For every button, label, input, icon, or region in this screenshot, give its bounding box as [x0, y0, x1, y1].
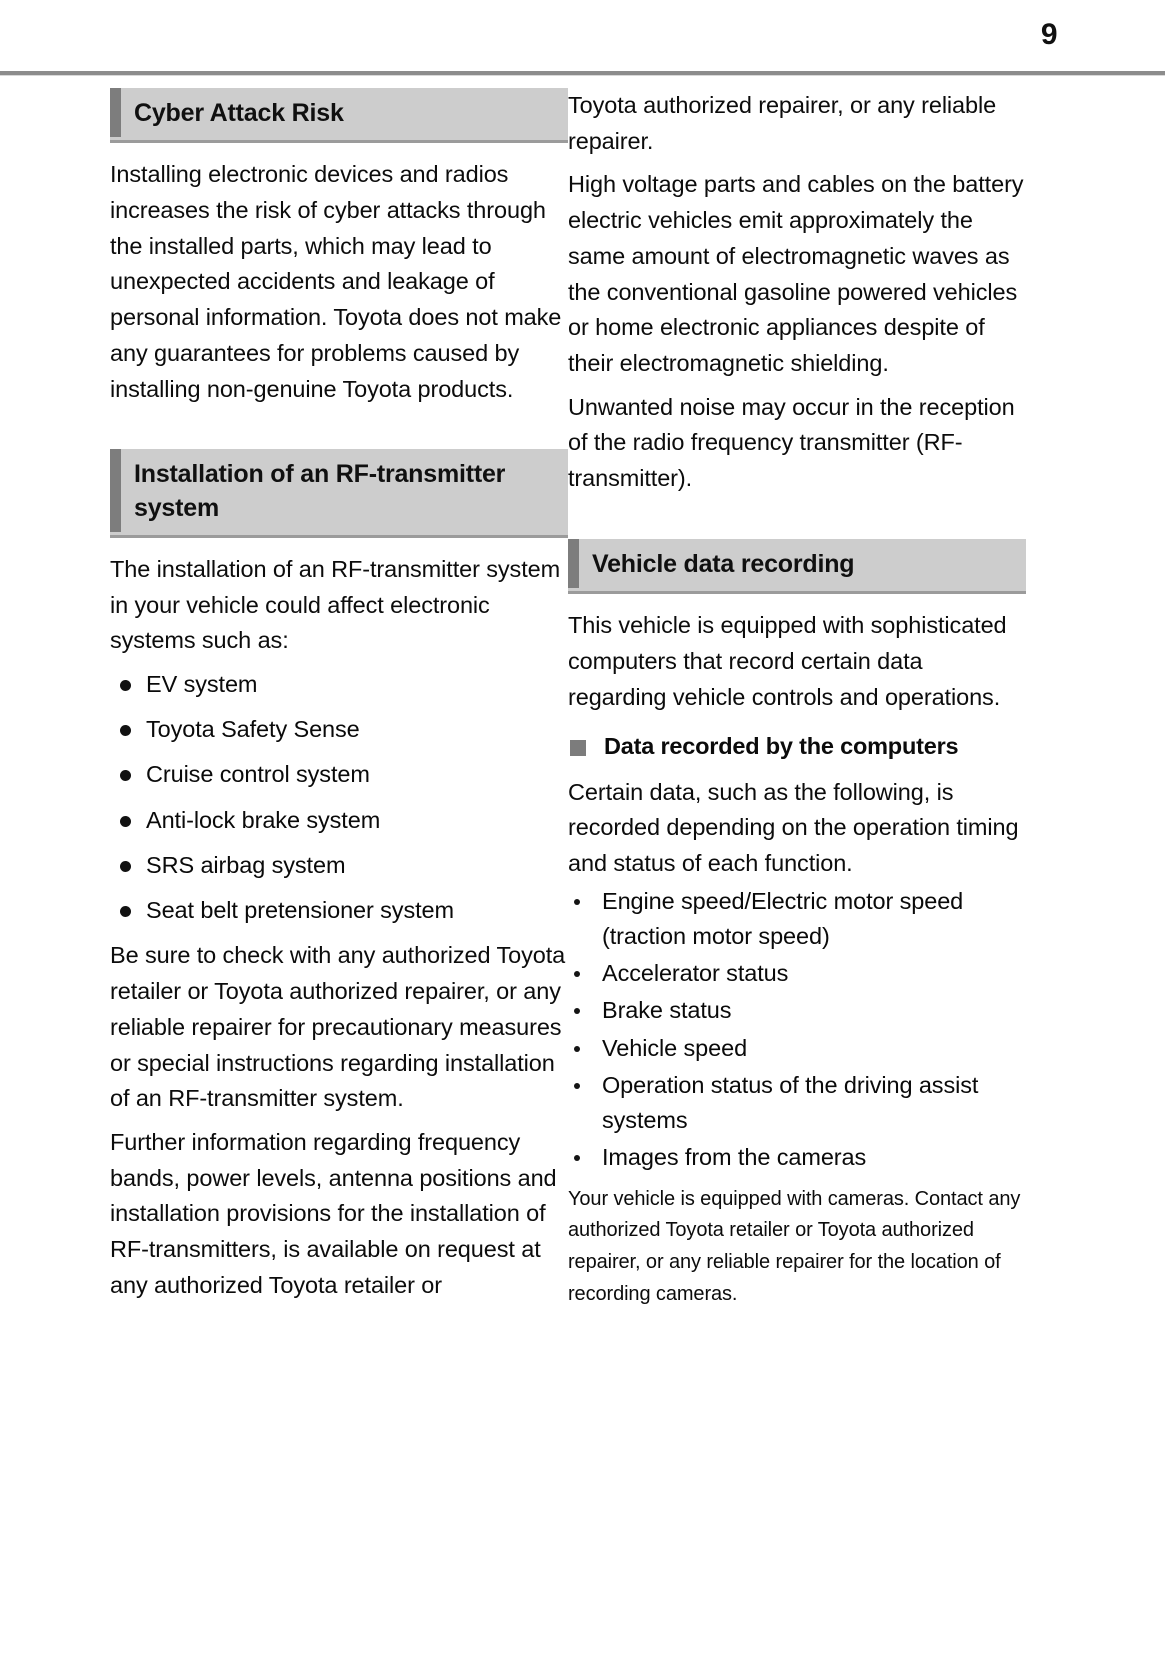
bullet-dot-icon — [120, 906, 131, 917]
list-item-label: Cruise control system — [146, 761, 370, 788]
list-item-label: Images from the cameras — [602, 1144, 867, 1171]
paragraph-recorded-data-intro: Certain data, such as the following, is recorded depending on the operation timing and status of each function. — [568, 778, 1019, 876]
bullet-dot-icon — [120, 816, 131, 827]
list-item-label: Toyota Safety Sense — [146, 716, 360, 743]
list-item — [110, 848, 568, 883]
bullet-dot-icon — [120, 680, 131, 691]
list-item — [110, 893, 568, 928]
list-item — [568, 956, 1026, 991]
subsection-heading-label: Data recorded by the computers — [604, 733, 959, 760]
bullet-dot-icon — [574, 1155, 580, 1161]
list-item-label: Anti-lock brake system — [146, 806, 381, 833]
paragraph-rf-further-info: Further information regarding frequency bands, power levels, antenna positions and installation provisions for the installation of RF-transmitters, is available on request at any authorized Toyota retailer or — [110, 1129, 557, 1298]
list-item — [568, 1140, 1026, 1175]
list-item — [110, 667, 568, 702]
bullet-dot-icon — [120, 861, 131, 872]
paragraph-cyber-attack-risk: Installing electronic devices and radios increases the risk of cyber attacks through the installed parts, which may lead to unexpected accidents and leakage of personal information. Toyota does not make any guarantees for problems caused by installing non-genuine Toyota products. — [110, 161, 562, 402]
paragraph-vehicle-data-intro: This vehicle is equipped with sophisticated computers that record certain data regarding vehicle controls and operations. — [568, 612, 1007, 710]
section-heading-label: Installation of an RF-transmitter system — [134, 460, 506, 522]
bullet-dot-icon — [574, 971, 580, 977]
affected-systems-list — [110, 667, 568, 929]
subsection-heading-data-recorded — [568, 729, 1026, 764]
list-item — [568, 993, 1026, 1028]
section-heading-rf-transmitter-installation — [110, 449, 568, 538]
page-header — [0, 0, 1165, 74]
square-bullet-icon — [570, 740, 586, 756]
list-item-label: Vehicle speed — [602, 1034, 748, 1061]
paragraph-rf-intro: The installation of an RF-transmitter system in your vehicle could affect electronic systems such as: — [110, 555, 561, 654]
list-item — [110, 757, 568, 792]
list-item-label: Accelerator status — [602, 960, 789, 987]
header-divider — [0, 71, 1165, 76]
section-heading-label: Vehicle data recording — [592, 549, 855, 578]
recorded-data-list — [568, 884, 1026, 1176]
page-number: 9 — [1040, 18, 1057, 51]
section-heading-vehicle-data-recording — [568, 539, 1026, 594]
list-item-label: Seat belt pretensioner system — [146, 897, 454, 924]
list-item — [568, 884, 1026, 955]
section-heading-label: Cyber Attack Risk — [134, 99, 344, 127]
paragraph-high-voltage: High voltage parts and cables on the battery electric vehicles emit approximately the same amount of electromagnetic waves as the conventional gasoline powered vehicles or home electronic appliances despite of their electromagnetic shielding. — [568, 171, 1024, 377]
paragraph-unwanted-noise: Unwanted noise may occur in the reception of the radio frequency transmitter (RF-transmitter). — [568, 393, 1015, 492]
bullet-dot-icon — [574, 1083, 580, 1089]
two-column-body — [0, 88, 1165, 1318]
list-item-label: Engine speed/Electric motor speed (traction motor speed) — [602, 887, 964, 949]
list-item-label: Brake status — [602, 997, 732, 1024]
section-heading-cyber-attack-risk — [110, 88, 568, 143]
bullet-dot-icon — [574, 1008, 580, 1014]
paragraph-continuation-repairer: Toyota authorized repairer, or any reliable repairer. — [568, 92, 997, 154]
paragraph-camera-note: Your vehicle is equipped with cameras. Contact any authorized Toyota retailer or Toyota authorized repairer, or any reliable repairer for the location of recording cameras. — [568, 1187, 1021, 1305]
paragraph-rf-precautions: Be sure to check with any authorized Toyota retailer or Toyota authorized repairer, or any reliable repairer for precautionary measures or special instructions regarding installation of an RF-transmitter system. — [110, 942, 566, 1112]
bullet-dot-icon — [574, 1046, 580, 1052]
list-item — [568, 1068, 1026, 1139]
bullet-dot-icon — [120, 725, 131, 736]
list-item-label: SRS airbag system — [146, 851, 346, 878]
list-item — [110, 712, 568, 747]
bullet-dot-icon — [574, 899, 580, 905]
list-item-label: EV system — [146, 670, 258, 697]
list-item-label: Operation status of the driving assist systems — [602, 1071, 979, 1134]
left-column — [110, 88, 568, 1318]
list-item — [110, 803, 568, 838]
list-item — [568, 1031, 1026, 1066]
bullet-dot-icon — [120, 770, 131, 781]
right-column — [568, 88, 1026, 1318]
